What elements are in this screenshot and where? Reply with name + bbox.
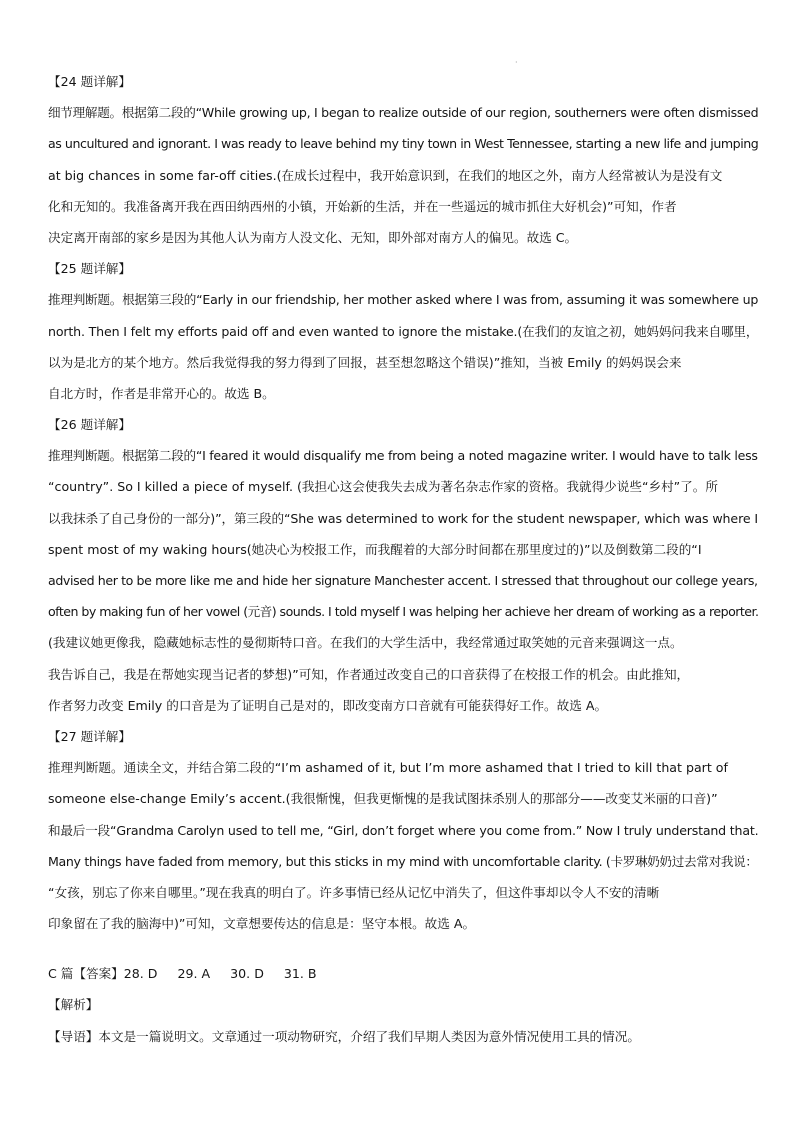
stray-mark: · xyxy=(515,58,518,67)
analysis-heading: 【解析】 xyxy=(48,997,99,1013)
paragraph-line: north. Then I felt my efforts paid off and even wanted to ignore the mistake.(在我们的友谊之初，她妈妈问我来自哪里， xyxy=(48,323,758,339)
paragraph-line: 决定离开南部的家乡是因为其他人认为南方人没文化、无知，即外部对南方人的偏见。故选 C。 xyxy=(48,229,578,245)
explanation-paragraph xyxy=(48,752,758,939)
question-heading: 【27 题详解】 xyxy=(48,728,131,744)
paragraph-line: 推理判断题。通读全文，并结合第二段的“I’m ashamed of it, but I’m more ashamed that I tried to kill that part of xyxy=(48,760,728,776)
paragraph-line: as uncultured and ignorant. I was ready to leave behind my tiny town in West Tennessee, starting a new life and jumping xyxy=(48,136,758,152)
paragraph-line: 和最后一段“Grandma Carolyn used to tell me, “Girl, don’t forget where you come from.” Now I truly understand that. xyxy=(48,822,758,838)
question-heading: 【26 题详解】 xyxy=(48,417,131,433)
paragraph-line: “country”. So I killed a piece of myself. (我担心这会使我失去成为著名杂志作家的资格。我就得少说些“乡村”了。所 xyxy=(48,479,718,495)
explanation-blocks xyxy=(48,66,758,939)
section-gap xyxy=(48,939,758,958)
answer-item: 31. B xyxy=(283,966,317,982)
paragraph-line: often by making fun of her vowel (元音) sounds. I told myself I was helping her achieve her dream of working as a reporter. xyxy=(48,604,758,620)
explanation-paragraph xyxy=(48,284,758,409)
answer-item: 29. A xyxy=(177,966,211,982)
paragraph-line: 细节理解题。根据第二段的“While growing up, I began to realize outside of our region, southerners were often dismissed xyxy=(48,105,758,121)
paragraph-line: spent most of my waking hours(她决心为校报工作，而我醒着的大部分时间都在那里度过的)”以及倒数第二段的“I xyxy=(48,541,702,557)
paragraph-line: 化和无知的。我准备离开我在西田纳西州的小镇，开始新的生活，并在一些遥远的城市抓住大好机会)”可知，作者 xyxy=(48,198,677,214)
paragraph-line: 推理判断题。根据第二段的“I feared it would disqualify me from being a noted magazine writer. I would have to talk less xyxy=(48,448,758,464)
explanation-paragraph xyxy=(48,97,758,253)
paragraph-line: 作者努力改变 Emily 的口音是为了证明自己是对的，即改变南方口音就有可能获得好工作。故选 A。 xyxy=(48,697,608,713)
paragraph-line: 以为是北方的某个地方。然后我觉得我的努力得到了回报，甚至想忽略这个错误)”推知，当被 Emily 的妈妈误会来 xyxy=(48,354,682,370)
paragraph-line: 以我抹杀了自己身份的一部分)”，第三段的“She was determined to work for the student newspaper, which was where I xyxy=(48,510,758,526)
paragraph-line: at big chances in some far-off cities.(在成长过程中，我开始意识到，在我们的地区之外，南方人经常被认为是没有文 xyxy=(48,167,723,183)
paragraph-line: 推理判断题。根据第三段的“Early in our friendship, her mother asked where I was from, assuming it was somewhere up xyxy=(48,292,758,308)
explanation-paragraph xyxy=(48,440,758,721)
paragraph-line: (我建议她更像我，隐藏她标志性的曼彻斯特口音。在我们的大学生活中，我经常通过取笑她的元音来强调这一点。 xyxy=(48,635,683,651)
paragraph-line: advised her to be more like me and hide her signature Manchester accent. I stressed that throughout our college years, xyxy=(48,573,758,588)
answer-item: 30. D xyxy=(230,966,264,982)
question-heading: 【25 题详解】 xyxy=(48,261,131,277)
answer-line xyxy=(48,958,758,989)
paragraph-line: 我告诉自己，我是在帮她实现当记者的梦想)”可知，作者通过改变自己的口音获得了在校报工作的机会。由此推知， xyxy=(48,666,690,682)
paragraph-line: 自北方时，作者是非常开心的。故选 B。 xyxy=(48,385,275,401)
paragraph-line: Many things have faded from memory, but this sticks in my mind with uncomfortable clarity. (卡罗琳奶奶过去常对我说： xyxy=(48,853,758,869)
intro-text: 【导语】本文是一篇说明文。文章通过一项动物研究，介绍了我们早期人类因为意外情况使用工具的情况。 xyxy=(48,1028,640,1044)
paragraph-line: someone else-change Emily’s accent.(我很惭愧，但我更惭愧的是我试图抹杀别人的那部分——改变艾米丽的口音)” xyxy=(48,791,718,807)
document-body xyxy=(48,66,758,1052)
answer-label: C 篇【答案】 xyxy=(48,966,124,982)
paragraph-line: 印象留在了我的脑海中)”可知，文章想要传达的信息是：坚守本根。故选 A。 xyxy=(48,916,476,932)
question-heading: 【24 题详解】 xyxy=(48,74,131,89)
answer-item: 28. D xyxy=(123,966,158,982)
paragraph-line: “女孩，别忘了你来自哪里。”现在我真的明白了。许多事情已经从记忆中消失了，但这件事却以令人不安的清晰 xyxy=(48,884,660,900)
